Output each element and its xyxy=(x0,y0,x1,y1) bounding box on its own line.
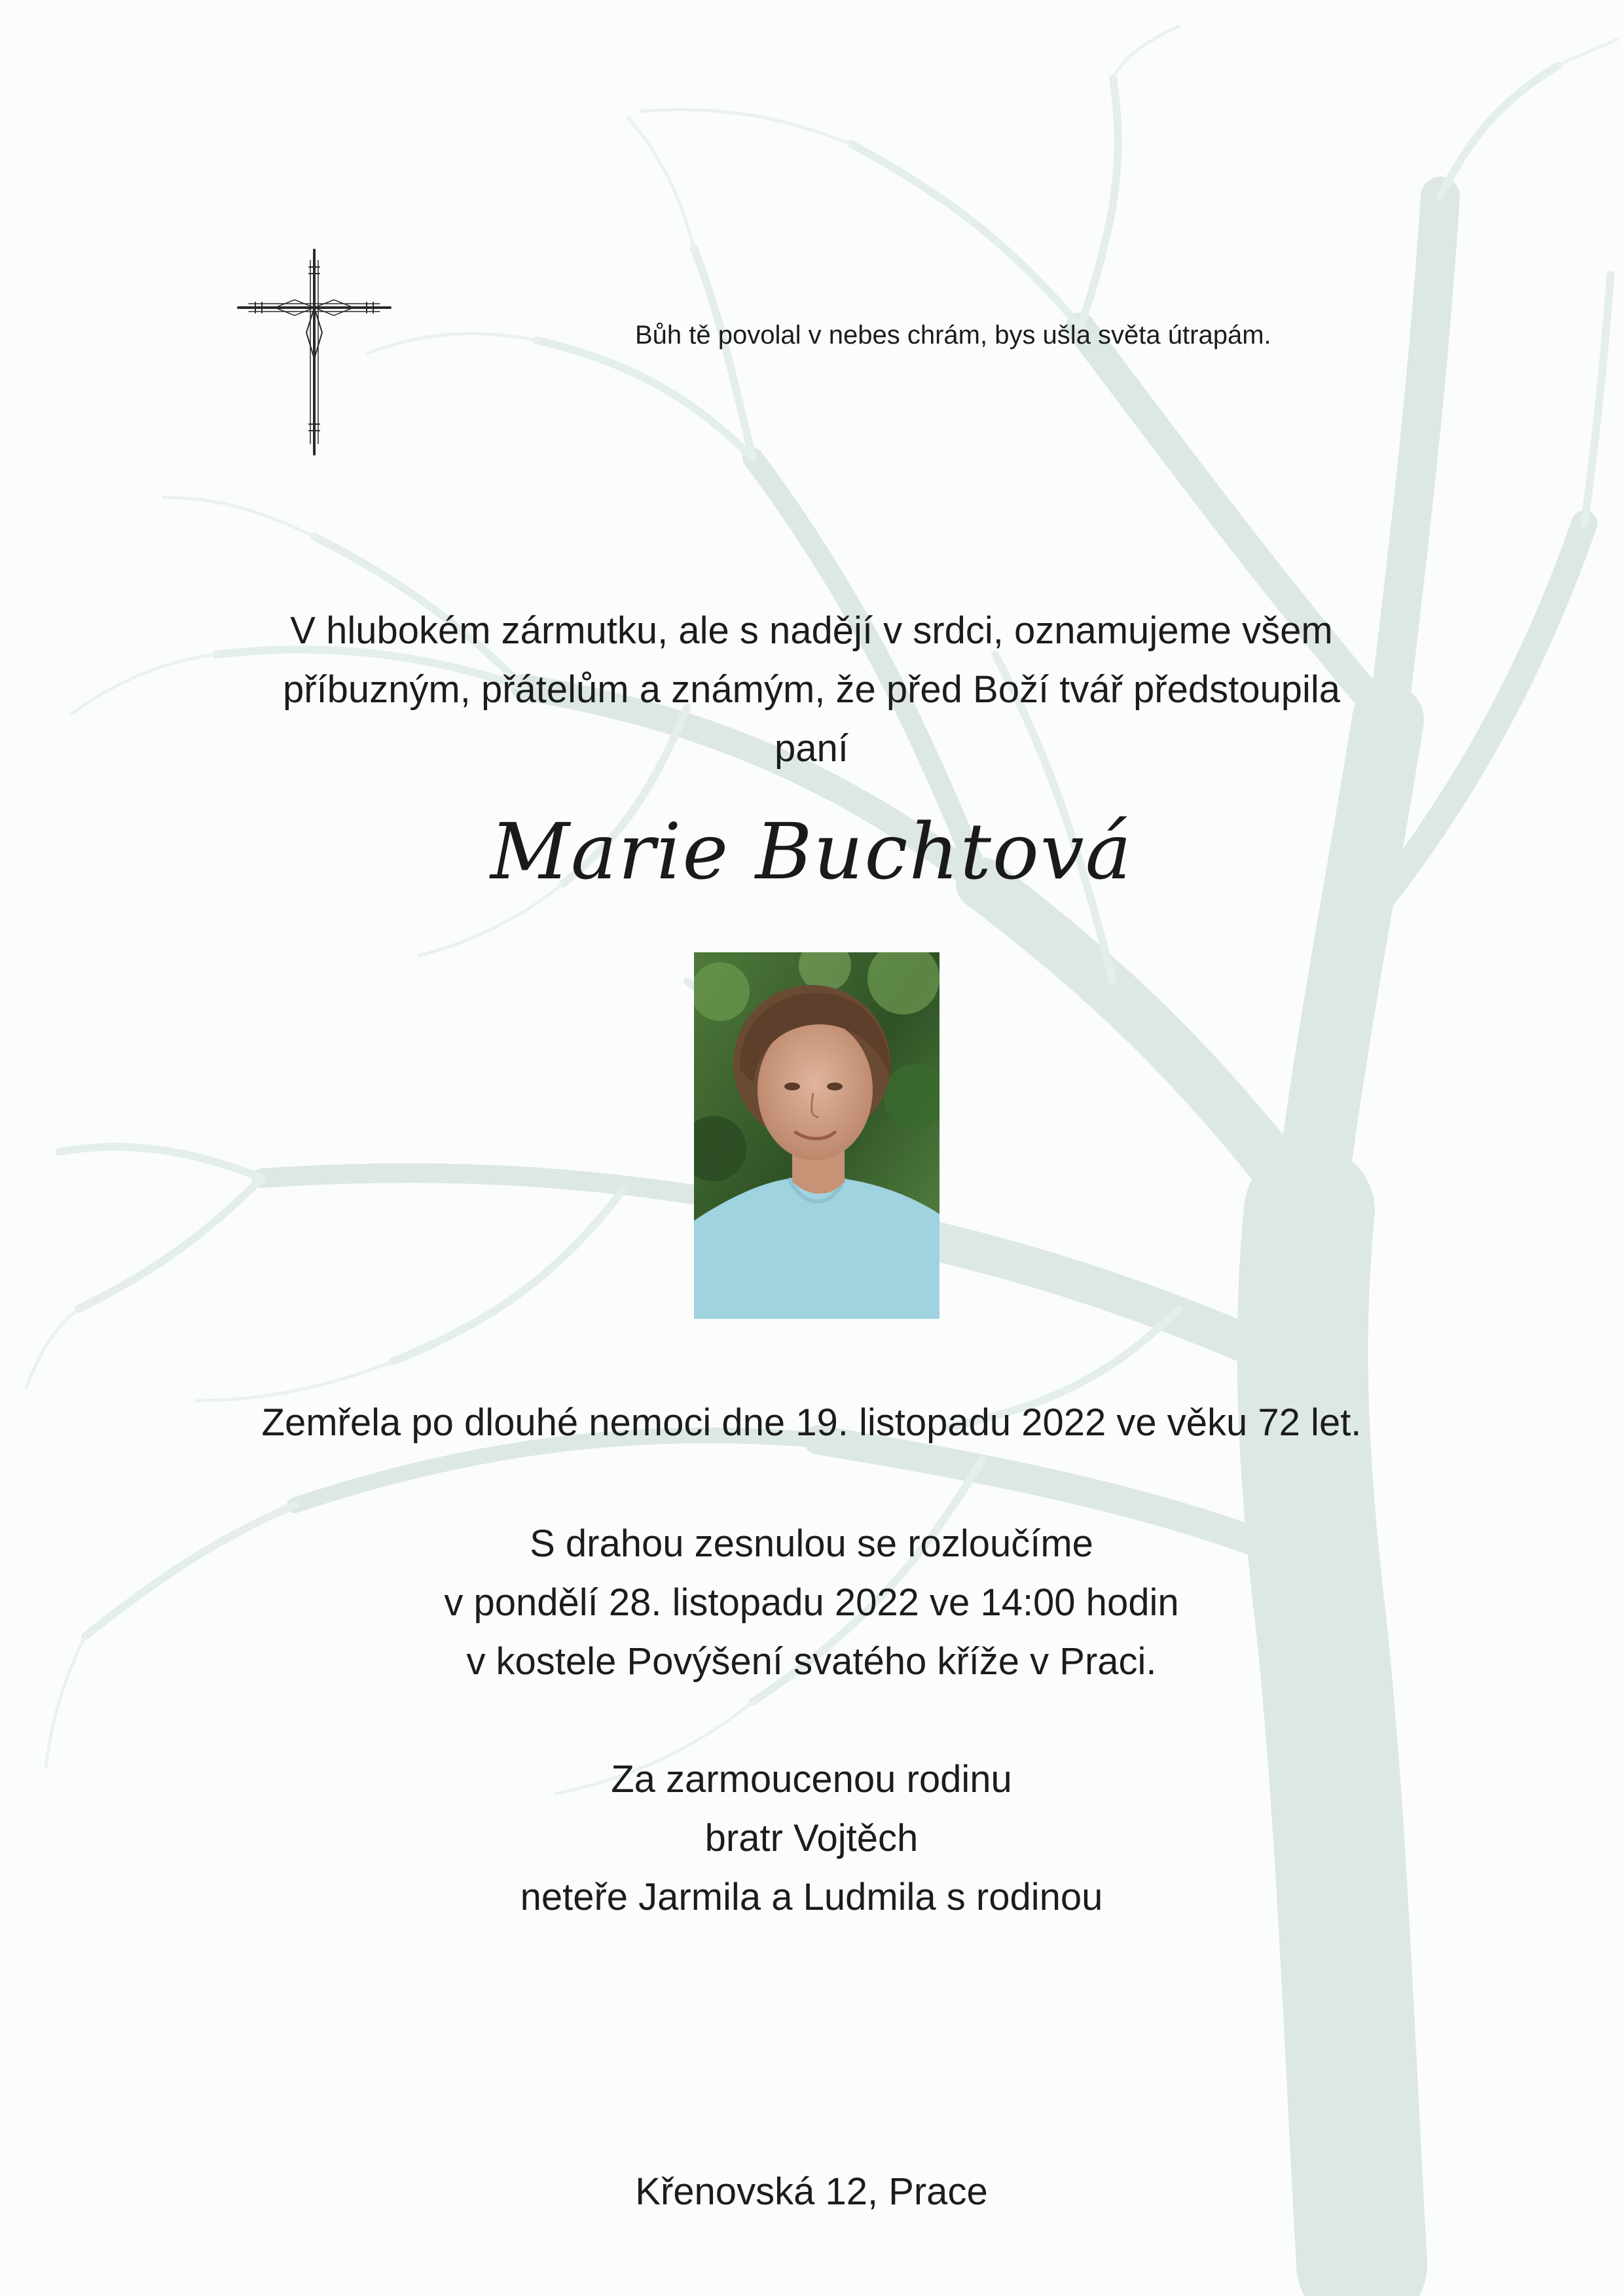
address: Křenovská 12, Prace xyxy=(635,2170,988,2213)
family-line-1: Za zarmoucenou rodinu xyxy=(611,1758,1012,1801)
intro-line-2: příbuzným, přátelům a známým, že před Boží tvář předstoupila xyxy=(282,668,1341,711)
ornamental-cross-icon xyxy=(236,247,393,457)
portrait-photo xyxy=(694,952,939,1319)
intro-line-1: V hlubokém zármutku, ale s nadějí v srdci, oznamujeme všem xyxy=(290,609,1333,652)
farewell-line-3: v kostele Povýšení svatého kříže v Praci. xyxy=(466,1640,1157,1683)
farewell-line-2: v pondělí 28. listopadu 2022 ve 14:00 hodin xyxy=(444,1581,1179,1624)
deceased-name: Marie Buchtová xyxy=(490,806,1133,897)
intro-line-3: paní xyxy=(775,727,848,770)
family-line-3: neteře Jarmila a Ludmila s rodinou xyxy=(520,1876,1103,1918)
motto-verse: Bůh tě povolal v nebes chrám, bys ušla světa útrapám. xyxy=(635,321,1271,350)
farewell-line-1: S drahou zesnulou se rozloučíme xyxy=(530,1522,1093,1565)
family-line-2: bratr Vojtěch xyxy=(704,1817,919,1859)
death-notice: Zemřela po dlouhé nemoci dne 19. listopadu 2022 ve věku 72 let. xyxy=(261,1401,1362,1444)
